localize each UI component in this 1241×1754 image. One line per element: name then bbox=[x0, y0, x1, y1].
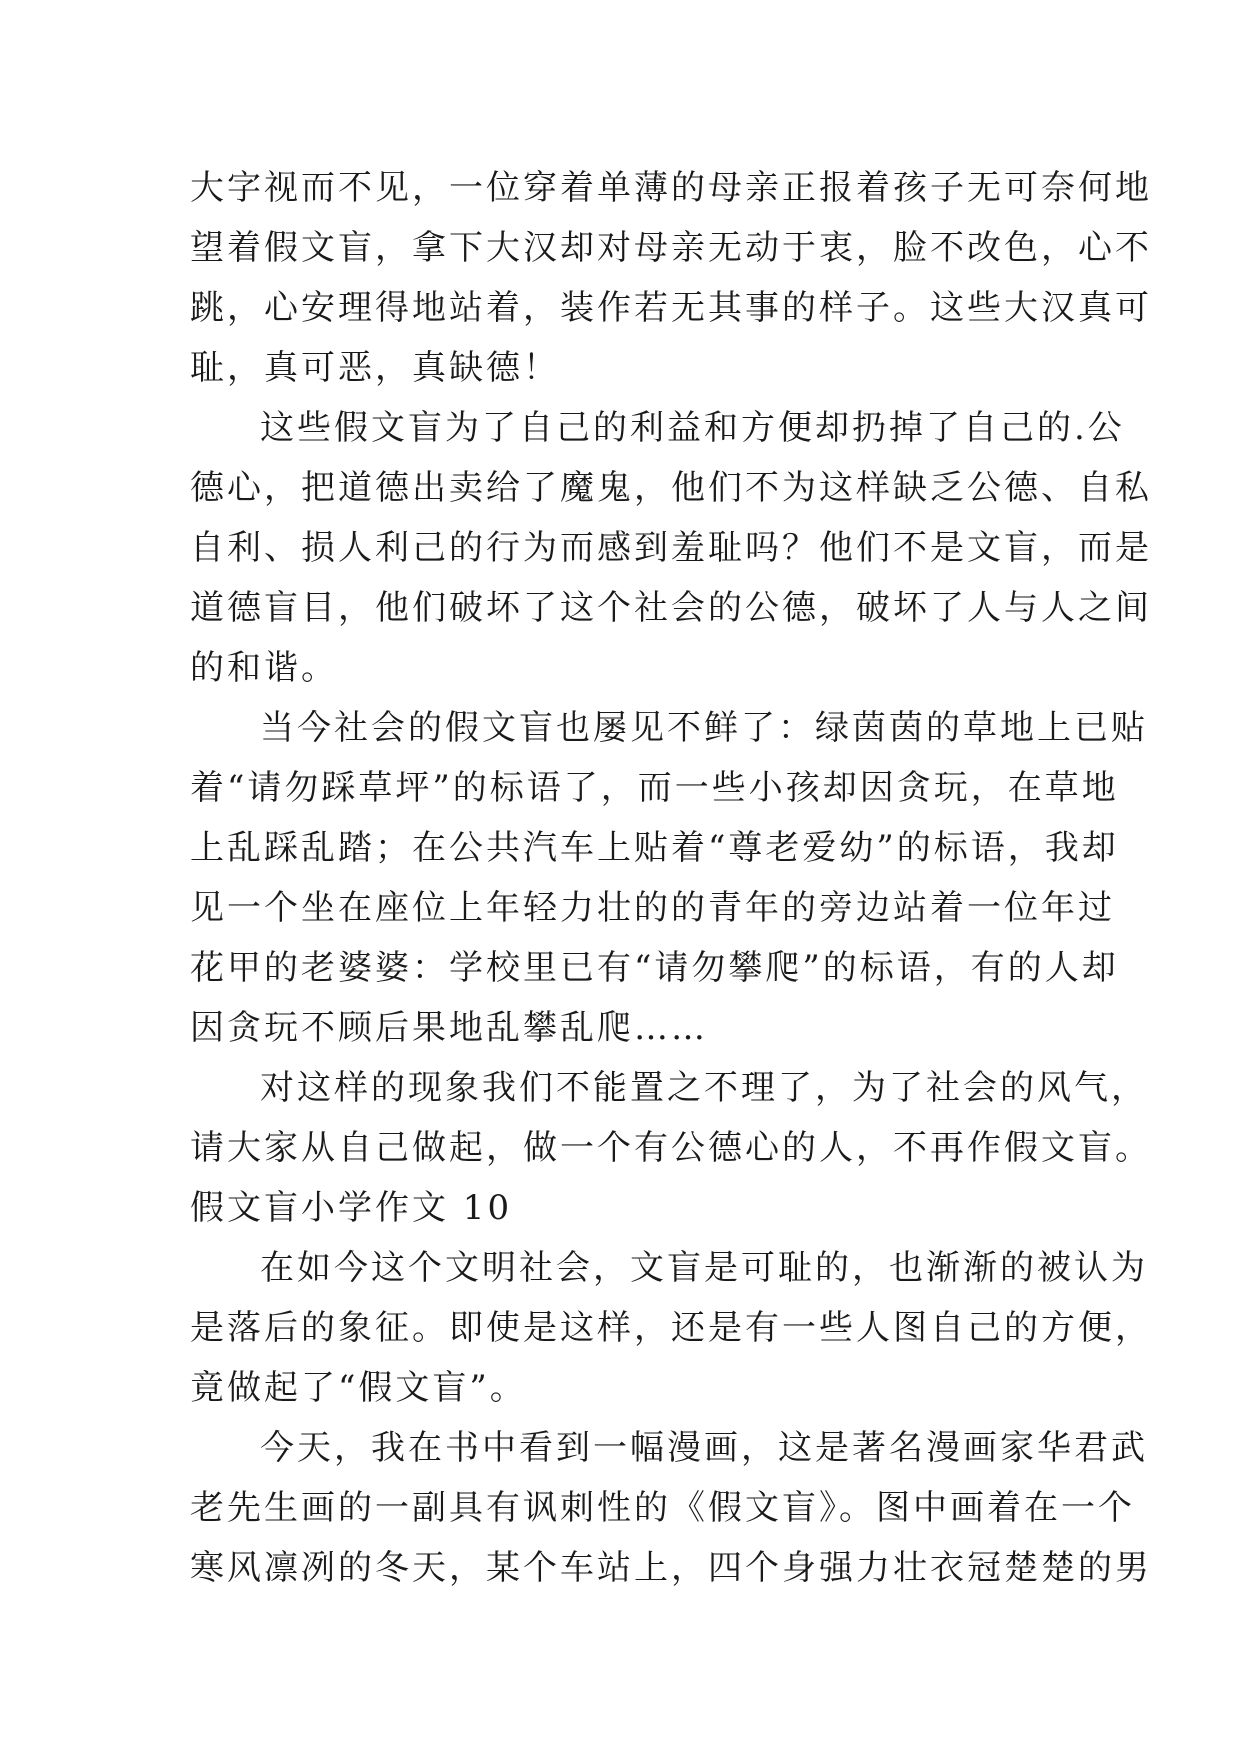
paragraph-first-line: 对这样的现象我们不能置之不理了，为了社会的风气， bbox=[260, 1068, 1148, 1108]
text-line: 自利、损人利己的行为而感到羞耻吗？他们不是文盲，而是 bbox=[190, 528, 1152, 568]
text-line: 上乱踩乱踏；在公共汽车上贴着“尊老爱幼”的标语，我却 bbox=[190, 828, 1119, 868]
section-title: 假文盲小学作文 10 bbox=[190, 1188, 513, 1228]
paragraph-first-line: 在如今这个文明社会，文盲是可耻的，也渐渐的被认为 bbox=[260, 1248, 1148, 1288]
text-line: 德心，把道德出卖给了魔鬼，他们不为这样缺乏公德、自私 bbox=[190, 468, 1152, 508]
text-line: 望着假文盲，拿下大汉却对母亲无动于衷，脸不改色，心不 bbox=[190, 228, 1152, 268]
paragraph-first-line: 这些假文盲为了自己的利益和方便却扔掉了自己的.公 bbox=[260, 408, 1125, 448]
text-line: 老先生画的一副具有讽刺性的《假文盲》。图中画着在一个 bbox=[190, 1488, 1135, 1528]
text-line: 着“请勿踩草坪”的标语了，而一些小孩却因贪玩，在草地 bbox=[190, 768, 1119, 808]
text-line: 见一个坐在座位上年轻力壮的的青年的旁边站着一位年过 bbox=[190, 888, 1115, 928]
text-line: 跳，心安理得地站着，装作若无其事的样子。这些大汉真可 bbox=[190, 288, 1152, 328]
text-line: 耻，真可恶，真缺德！ bbox=[190, 348, 560, 388]
text-line: 因贪玩不顾后果地乱攀乱爬…… bbox=[190, 1008, 708, 1048]
text-line: 道德盲目，他们破坏了这个社会的公德，破坏了人与人之间 bbox=[190, 588, 1152, 628]
document-body bbox=[190, 158, 1152, 1598]
paragraph-first-line: 今天，我在书中看到一幅漫画，这是著名漫画家华君武 bbox=[260, 1428, 1148, 1468]
text-line: 花甲的老婆婆：学校里已有“请勿攀爬”的标语，有的人却 bbox=[190, 948, 1119, 988]
text-line: 寒风凛冽的冬天，某个车站上，四个身强力壮衣冠楚楚的男 bbox=[190, 1548, 1152, 1588]
text-line: 大字视而不见，一位穿着单薄的母亲正报着孩子无可奈何地 bbox=[190, 168, 1152, 208]
paragraph-first-line: 当今社会的假文盲也屡见不鲜了：绿茵茵的草地上已贴 bbox=[260, 708, 1148, 748]
text-line: 请大家从自己做起，做一个有公德心的人，不再作假文盲。 bbox=[190, 1128, 1152, 1168]
text-line: 的和谐。 bbox=[190, 648, 338, 688]
text-line: 竟做起了“假文盲”。 bbox=[190, 1368, 527, 1408]
text-line: 是落后的象征。即使是这样，还是有一些人图自己的方便， bbox=[190, 1308, 1152, 1348]
